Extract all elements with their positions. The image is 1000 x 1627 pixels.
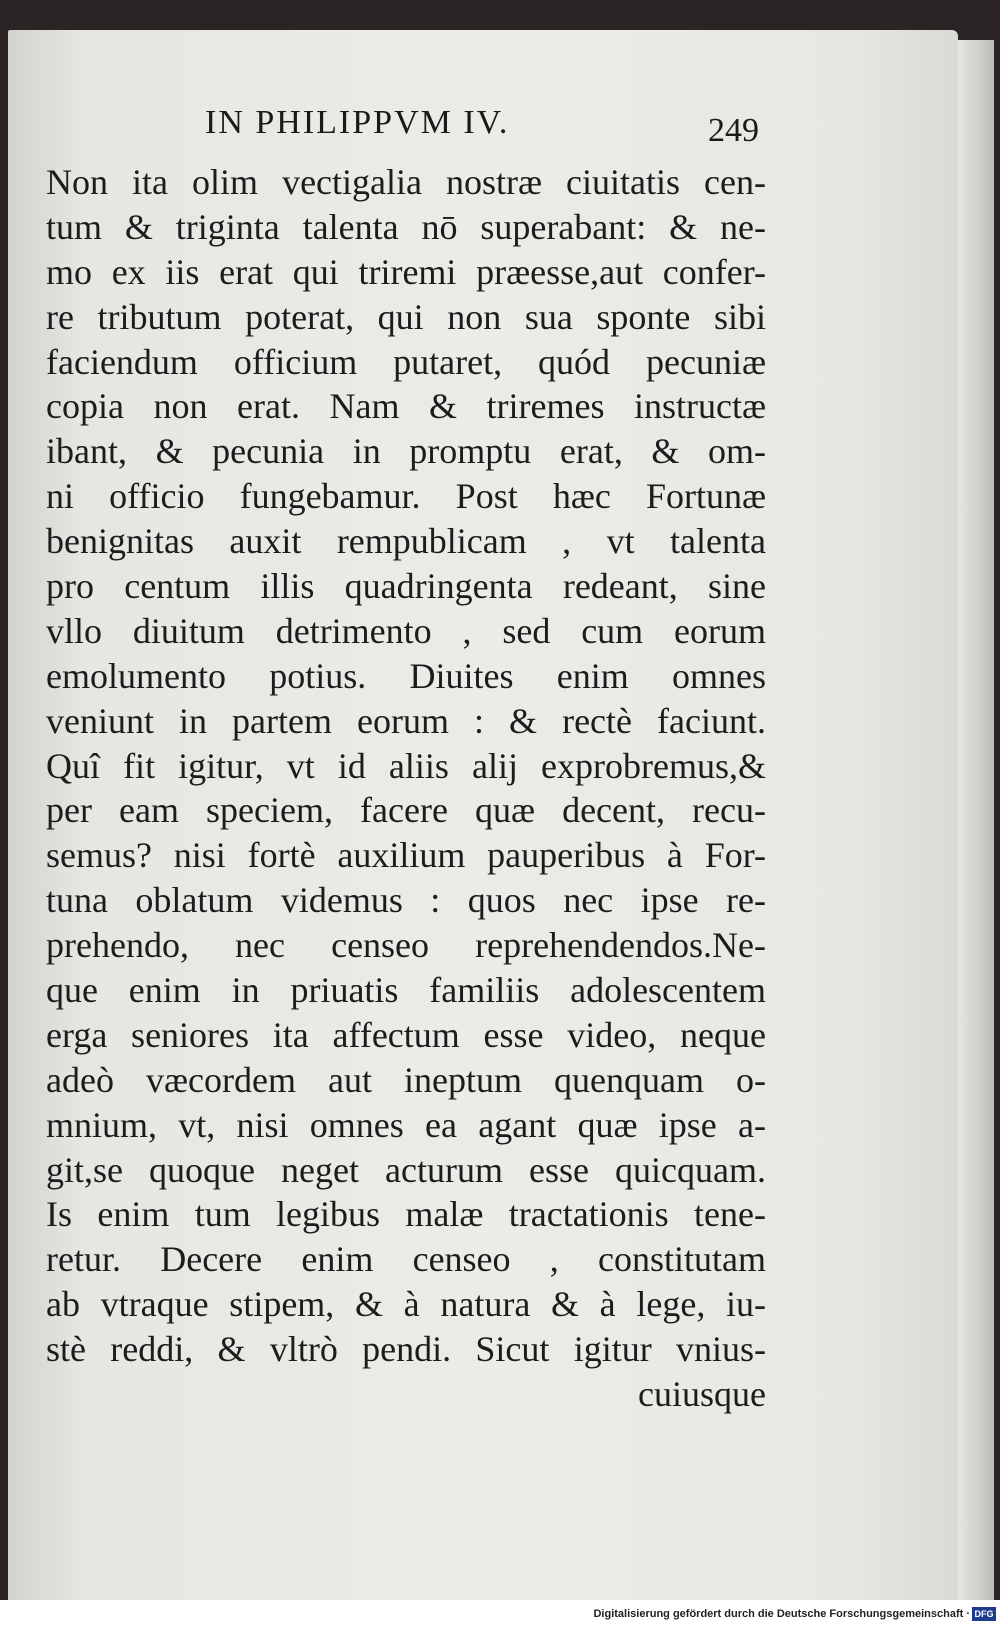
page-number: 249 xyxy=(708,112,759,149)
text-line: benignitas auxit rempublicam , vt talenta xyxy=(46,521,766,562)
text-line: prehendo, nec censeo reprehendendos.Ne- xyxy=(46,925,766,966)
page-edge-shadow xyxy=(958,40,994,1600)
catchword: cuiusque xyxy=(638,1374,766,1415)
text-line: stè reddi, & vltrò pendi. Sicut igitur vnius- xyxy=(46,1329,766,1370)
text-line: tum & triginta talenta nō superabant: & ne- xyxy=(46,206,766,247)
text-line: veniunt in partem eorum : & rectè faciunt. xyxy=(46,700,766,741)
text-line: tuna oblatum videmus : quos nec ipse re- xyxy=(46,880,766,921)
text-line: faciendum officium putaret, quód pecuniæ xyxy=(46,341,766,382)
body-text xyxy=(46,160,766,1417)
text-line: Quî fit igitur, vt id aliis alij exprobremus,& xyxy=(46,745,766,786)
dfg-logo: DFG xyxy=(972,1607,996,1621)
text-line: semus? nisi fortè auxilium pauperibus à For- xyxy=(46,835,766,876)
text-line: mnium, vt, nisi omnes ea agant quæ ipse a- xyxy=(46,1104,766,1145)
text-line: erga seniores ita affectum esse video, neque xyxy=(46,1014,766,1055)
text-line: re tributum poterat, qui non sua sponte sibi xyxy=(46,296,766,337)
text-line: pro centum illis quadringenta redeant, sine xyxy=(46,566,766,607)
text-line: Non ita olim vectigalia nostræ ciuitatis cen- xyxy=(46,162,766,202)
text-line: ni officio fungebamur. Post hæc Fortunæ xyxy=(46,476,766,517)
text-line: copia non erat. Nam & triremes instructæ xyxy=(46,386,766,427)
text-line: ibant, & pecunia in promptu erat, & om- xyxy=(46,431,766,472)
text-line: que enim in priuatis familiis adolescentem xyxy=(46,970,766,1011)
text-line: mo ex iis erat qui triremi præesse,aut confer- xyxy=(46,251,766,292)
text-line: Is enim tum legibus malæ tractationis tene- xyxy=(46,1194,766,1235)
text-line: adeò væcordem aut ineptum quenquam o- xyxy=(46,1059,766,1100)
text-line: vllo diuitum detrimento , sed cum eorum xyxy=(46,610,766,651)
footer-credit: Digitalisierung gefördert durch die Deutsche Forschungsgemeinschaft · xyxy=(593,1608,970,1620)
text-line: retur. Decere enim censeo , constitutam xyxy=(46,1239,766,1280)
text-line: emolumento potius. Diuites enim omnes xyxy=(46,655,766,696)
text-line: git,se quoque neget acturum esse quicquam. xyxy=(46,1149,766,1190)
running-head: IN PHILIPPVM IV. xyxy=(205,104,510,141)
text-line: ab vtraque stipem, & à natura & à lege, iu- xyxy=(46,1284,766,1325)
text-line: per eam speciem, facere quæ decent, recu- xyxy=(46,790,766,831)
